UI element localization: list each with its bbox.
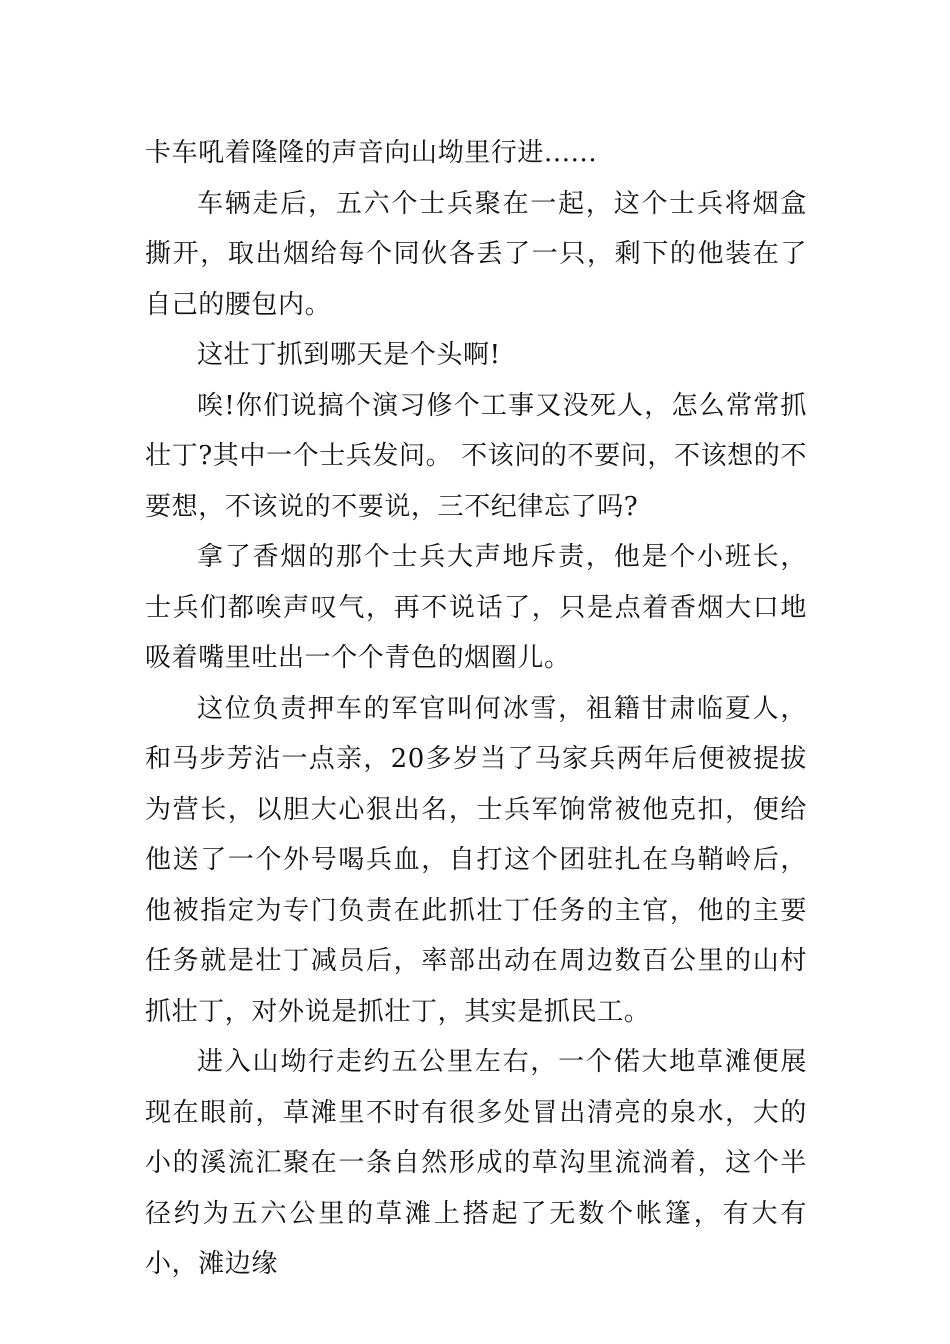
paragraph: 这位负责押车的军官叫何冰雪，祖籍甘肃临夏人，和马步芳沾一点亲，20多岁当了马家兵两年后便被提拔为营长，以胆大心狠出名，士兵军饷常被他克扣，便给他送了一个外号喝兵血，自打这个团驻扎在乌鞘岭后，他被指定为专门负责在此抓壮丁任务的主官，他的主要任务就是壮丁减员后，率部出动在周边数百公里的山村抓壮丁，对外说是抓壮丁，其实是抓民工。 [145,693,807,1027]
paragraph: 这壮丁抓到哪天是个头啊! [197,340,501,370]
document-body [145,128,807,1290]
paragraph: 进入山坳行走约五公里左右，一个偌大地草滩便展现在眼前，草滩里不时有很多处冒出清亮的泉水，大的小的溪流汇聚在一条自然形成的草沟里流淌着，这个半径约为五六公里的草滩上搭起了无数个帐篷，有大有小，滩边缘 [145,1047,807,1279]
paragraph: 车辆走后，五六个士兵聚在一起，这个士兵将烟盒撕开，取出烟给每个同伙各丢了一只，剩下的他装在了自己的腰包内。 [145,188,807,320]
paragraph: 卡车吼着隆隆的声音向山坳里行进...... [145,138,598,168]
paragraph: 拿了香烟的那个士兵大声地斥责，他是个小班长，士兵们都唉声叹气，再不说话了，只是点着香烟大口地吸着嘴里吐出一个个青色的烟圈儿。 [145,542,807,673]
paragraph: 唉!你们说搞个演习修个工事又没死人，怎么常常抓壮丁?其中一个士兵发问。 不该问的不要问，不该想的不要想，不该说的不要说，三不纪律忘了吗? [145,390,807,522]
